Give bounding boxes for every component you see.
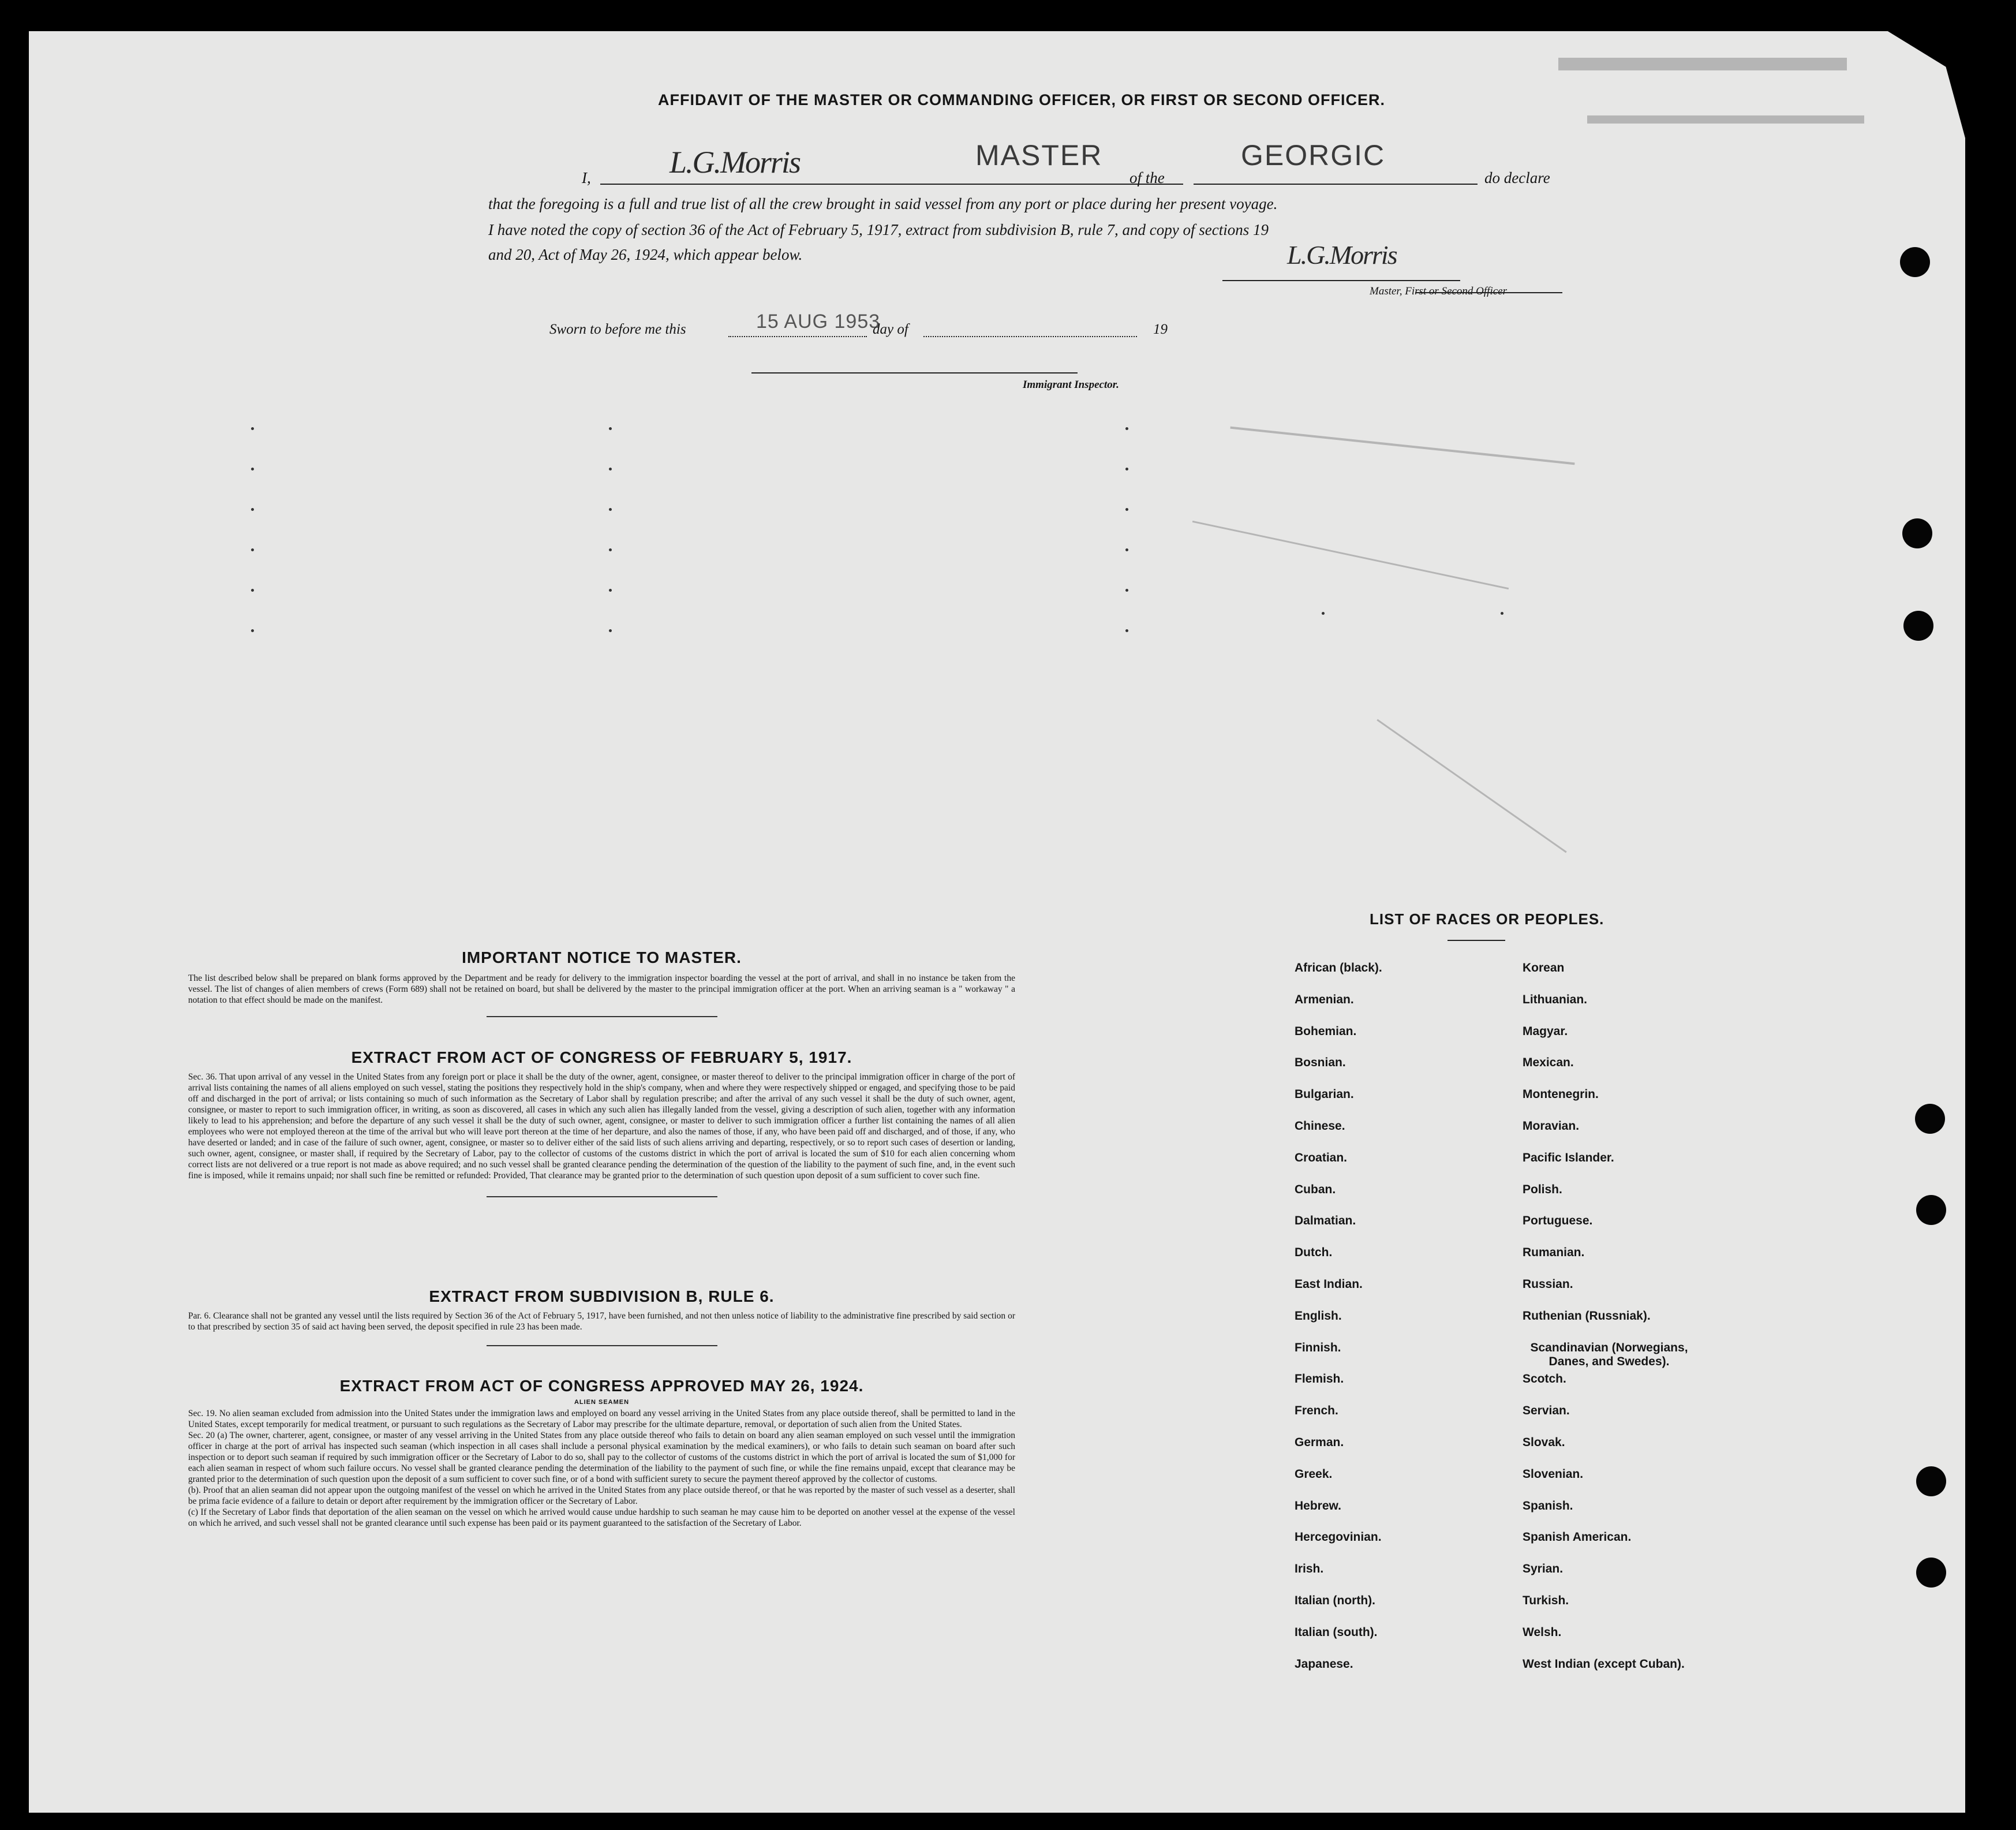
guide-dot — [609, 629, 612, 632]
extract-1924-sec20a: Sec. 20 (a) The owner, charterer, agent, consignee, or master of any vessel arriving in the United States from any place outside thereof who fails to detain on board any alien seaman employed on such vessel until the immigration officer in charge at the port of arrival has inspected such seaman (which inspection in all cases shall include a personal physical examination by the medical examiners), or who fails to detain such seaman on board after such inspection or to deport such seaman if required by such immigration officer or the Secretary of Labor to do so, shall pay to the collector of customs of the customs district in which the port of arrival is located the sum of $1,000 for each alien seaman in respect of whom such failure occurs. No vessel shall be granted clearance pending the determination of the liability to the payment of such fine, or while the fine remains unpaid, except that clearance may be granted prior to the determination of such question upon the deposit of a sum sufficient to cover such fine, or of a bond with sufficient surety to secure the payment thereof approved by the collector of customs. — [188, 1431, 1015, 1484]
guide-dot — [1501, 612, 1503, 615]
race-item: Slovak. — [1523, 1436, 1565, 1449]
race-item: Spanish. — [1523, 1499, 1573, 1512]
extract-1917-body: Sec. 36. That upon arrival of any vessel in the United States from any foreign port or place it shall be the duty of the owner, agent, consignee, or master thereof to deliver to the principal immigration officer in charge of the port of arrival lists containing the names of all aliens employed on such vessel, stating the positions they respectively hold in the ship's company, when and where they were respectively shipped or engaged, and specifying those to be paid off and discharged in the port of arrival; or lists containing so much of such information as the Secretary of Labor shall by regulation prescribe; and after the arrival of any such vessel it shall be the duty of such owner, agent, consignee, or master to report to such immigration officer, in writing, as soon as discovered, all cases in which any such alien has illegally landed from the vessel, giving a description of such alien, together with any information likely to lead to his apprehension; and before the departure of any such vessel it shall be the duty of such owner, agent, consignee, or master to deliver to such immigration officer a further list containing the names of all alien employees who were not employed thereon at the time of the arrival but who will leave port thereon at the time of her departure, and also the names of those, if any, who have been paid off and discharged, and of those, if any, who have deserted or landed; and in case of the failure of such owner, agent, consignee, or master so to deliver either of the said lists of such aliens arriving and departing, respectively, or so to report such cases of desertion or landing, such owner, agent, consignee, or master shall, if required by the Secretary of Labor, pay to the collector of customs of the customs district in which the port of arrival is located the sum of $10 for each alien concerning whom correct lists are not delivered or a true report is not made as above required; and no such vessel shall be granted clearance pending the determination of the question of the liability to the payment of such fine, and, in the event such fine is imposed, while it remains unpaid; nor shall such fine be remitted or refunded: Provided, That clearance may be granted prior to the determination of such question upon deposit of a sum sufficient to cover such fine. — [188, 1072, 1015, 1181]
strike-through — [1415, 292, 1562, 293]
race-item: Hercegovinian. — [1295, 1530, 1382, 1544]
inspector-line — [751, 372, 1078, 374]
extract-rule6-section — [185, 1287, 1019, 1346]
punch-hole — [1903, 611, 1933, 641]
race-item: Flemish. — [1295, 1372, 1344, 1386]
race-item: Dutch. — [1295, 1246, 1333, 1260]
race-item: Magyar. — [1523, 1024, 1568, 1038]
race-item: Hebrew. — [1295, 1499, 1341, 1512]
race-item: Scandinavian (Norwegians, Danes, and Swedes). — [1530, 1340, 1688, 1368]
race-item: Syrian. — [1523, 1562, 1564, 1576]
punch-hole — [1916, 1558, 1946, 1588]
race-item: Greek. — [1295, 1467, 1333, 1481]
race-item: Mexican. — [1523, 1056, 1574, 1070]
punch-hole — [1916, 1195, 1946, 1225]
guide-dot — [1322, 612, 1325, 615]
guide-dot — [251, 589, 254, 592]
guide-dot — [1125, 548, 1128, 551]
race-item: Bosnian. — [1295, 1056, 1346, 1070]
race-item: Moravian. — [1523, 1119, 1580, 1133]
day-of-label: day of — [873, 322, 908, 337]
race-item: Polish. — [1523, 1182, 1562, 1196]
of-the-label: of the — [1129, 169, 1165, 186]
extract-1924-title: EXTRACT FROM ACT OF CONGRESS APPROVED MAY 26, 1924. — [339, 1377, 864, 1395]
race-item: Montenegrin. — [1523, 1088, 1599, 1101]
guide-dot — [609, 508, 612, 511]
race-item: Armenian. — [1295, 992, 1354, 1006]
race-item: Welsh. — [1523, 1625, 1562, 1639]
guide-dot — [1125, 589, 1128, 592]
vessel-name: GEORGIC — [1241, 139, 1386, 171]
race-item: Bohemian. — [1295, 1024, 1357, 1038]
punch-hole — [1915, 1104, 1945, 1134]
affidavit-line-3: I have noted the copy of section 36 of the Act of February 5, 1917, extract from subdivision B, rule 7, and copy of sections 19 — [488, 221, 1269, 238]
punch-hole — [1900, 247, 1930, 277]
guide-dot — [251, 508, 254, 511]
race-item: Dalmatian. — [1295, 1214, 1356, 1228]
notice-section — [185, 948, 1019, 1017]
divider — [487, 1345, 717, 1346]
guide-dot — [609, 427, 612, 430]
race-item: Servian. — [1523, 1404, 1570, 1418]
race-item: Chinese. — [1295, 1119, 1345, 1133]
punch-hole — [1916, 1466, 1946, 1496]
extract-1924-sec20c: (c) If the Secretary of Labor finds that deportation of the alien seaman on the vessel on which he arrived would cause undue hardship to such seaman he may cause him to be deported on another vessel at the expense of the vessel on which he arrived, and such vessel shall not be granted clearance until such expense has been paid or its payment guaranteed to the satisfaction of the Secretary of Labor. — [188, 1507, 1015, 1528]
race-item: Finnish. — [1295, 1340, 1341, 1354]
guide-dot — [251, 468, 254, 470]
race-item: Spanish American. — [1523, 1530, 1632, 1544]
race-item: German. — [1295, 1436, 1344, 1449]
race-item: African (black). — [1295, 961, 1382, 974]
extract-1924-sec19: Sec. 19. No alien seaman excluded from admission into the United States under the immigration laws and employed on board any vessel arriving in the United States from any place outside thereof, shall be permitted to land in the United States, except temporarily for medical treatment, or pursuant to such regulations as the Secretary of Labor may prescribe for the ultimate departure, removal, or deportation of such alien from the United States. — [188, 1409, 1015, 1429]
sworn-day-line — [728, 336, 867, 337]
race-item: West Indian (except Cuban). — [1523, 1657, 1685, 1671]
race-item: Slovenian. — [1523, 1467, 1584, 1481]
rank-stamp: MASTER — [975, 139, 1103, 171]
guide-dot — [1125, 629, 1128, 632]
race-item: Italian (south). — [1295, 1625, 1378, 1639]
race-item: Croatian. — [1295, 1151, 1348, 1164]
race-item: Lithuanian. — [1523, 992, 1587, 1006]
guide-dot — [609, 548, 612, 551]
divider — [487, 1016, 717, 1017]
guide-dot — [1125, 468, 1128, 470]
race-item: Irish. — [1295, 1562, 1324, 1576]
race-item: Scotch. — [1523, 1372, 1566, 1386]
guide-dot — [609, 589, 612, 592]
extract-1917-section — [185, 1048, 1019, 1197]
name-line — [600, 184, 1183, 185]
notice-title: IMPORTANT NOTICE TO MASTER. — [462, 948, 742, 966]
month-line — [923, 336, 1137, 337]
extract-1924-section — [185, 1377, 1019, 1529]
vessel-line — [1194, 184, 1478, 185]
year-prefix: 19 — [1153, 322, 1168, 337]
race-item: Bulgarian. — [1295, 1088, 1354, 1101]
master-signature-2: L.G.Morris — [1287, 240, 1397, 270]
race-item: Russian. — [1523, 1278, 1573, 1291]
race-item: Cuban. — [1295, 1182, 1336, 1196]
affidavit-title: AFFIDAVIT OF THE MASTER OR COMMANDING OFFICER, OR FIRST OR SECOND OFFICER. — [658, 91, 1385, 109]
guide-dot — [1125, 427, 1128, 430]
race-item: East Indian. — [1295, 1278, 1363, 1291]
race-item: Ruthenian (Russniak). — [1523, 1309, 1651, 1323]
declare-label: do declare — [1484, 169, 1550, 186]
notice-body: The list described below shall be prepared on blank forms approved by the Department and be ready for delivery to the immigration inspector boarding the vessel at the port of arrival, and shall in no instance be taken from the vessel. The list of changes of alien members of crews (Form 689) shall not be retained on board, but shall be delivered by the master to the principal immigration officer at the port. When an arriving seaman is a " workaway " a notation to that effect should be made on the manifest. — [188, 973, 1015, 1005]
bleed-through-mark — [1558, 58, 1847, 70]
race-item: French. — [1295, 1404, 1338, 1418]
master-signature: L.G.Morris — [669, 145, 801, 180]
sworn-label: Sworn to before me this — [549, 322, 686, 337]
race-item: Portuguese. — [1523, 1214, 1593, 1228]
race-item: Rumanian. — [1523, 1246, 1585, 1260]
guide-dot — [251, 548, 254, 551]
divider — [487, 1196, 717, 1197]
inspector-label: Immigrant Inspector. — [1023, 379, 1119, 391]
punch-hole — [1902, 518, 1932, 548]
master-signature-line — [1222, 280, 1460, 281]
races-title: LIST OF RACES OR PEOPLES. — [1370, 910, 1604, 928]
guide-dot — [609, 468, 612, 470]
signer-role: Master, First or Second Officer — [1370, 285, 1508, 297]
race-item: Japanese. — [1295, 1657, 1353, 1671]
race-item: Pacific Islander. — [1523, 1151, 1614, 1164]
extract-rule6-title: EXTRACT FROM SUBDIVISION B, RULE 6. — [429, 1287, 775, 1305]
alien-seamen-subhead: ALIEN SEAMEN — [574, 1399, 630, 1406]
race-item: Italian (north). — [1295, 1594, 1375, 1607]
extract-rule6-body: Par. 6. Clearance shall not be granted any vessel until the lists required by Section 36 of the Act of February 5, 1917, have been furnished, and not then unless notice of liability to the administrative fine prescribed by said section or to that prescribed by section 35 of said act having been served, the deposit specified in rule 23 has been made. — [188, 1311, 1015, 1332]
race-item: English. — [1295, 1309, 1342, 1323]
race-item: Turkish. — [1523, 1594, 1569, 1607]
document-page — [29, 31, 1965, 1813]
affidavit-line-2: that the foregoing is a full and true list of all the crew brought in said vessel from any port or place during her present voyage. — [488, 195, 1278, 212]
guide-dot — [251, 427, 254, 430]
bleed-through-mark — [1587, 115, 1864, 124]
races-title-rule — [1448, 940, 1505, 941]
affidavit-line-4: and 20, Act of May 26, 1924, which appear below. — [488, 246, 803, 263]
date-stamp: 15 AUG 1953 — [756, 311, 881, 333]
extract-1917-title: EXTRACT FROM ACT OF CONGRESS OF FEBRUARY 5, 1917. — [351, 1048, 852, 1066]
extract-1924-sec20b: (b). Proof that an alien seaman did not appear upon the outgoing manifest of the vessel on which he arrived in the United States from any place outside thereof, or that he was reported by the master of such vessel as a deserter, shall be prima facie evidence of a failure to detain or deport after requirement by the immigration officer or the Secretary of Labor. — [188, 1485, 1015, 1506]
guide-dot — [1125, 508, 1128, 511]
i-label: I, — [582, 169, 591, 186]
guide-dot — [251, 629, 254, 632]
race-item: Korean — [1523, 961, 1565, 974]
